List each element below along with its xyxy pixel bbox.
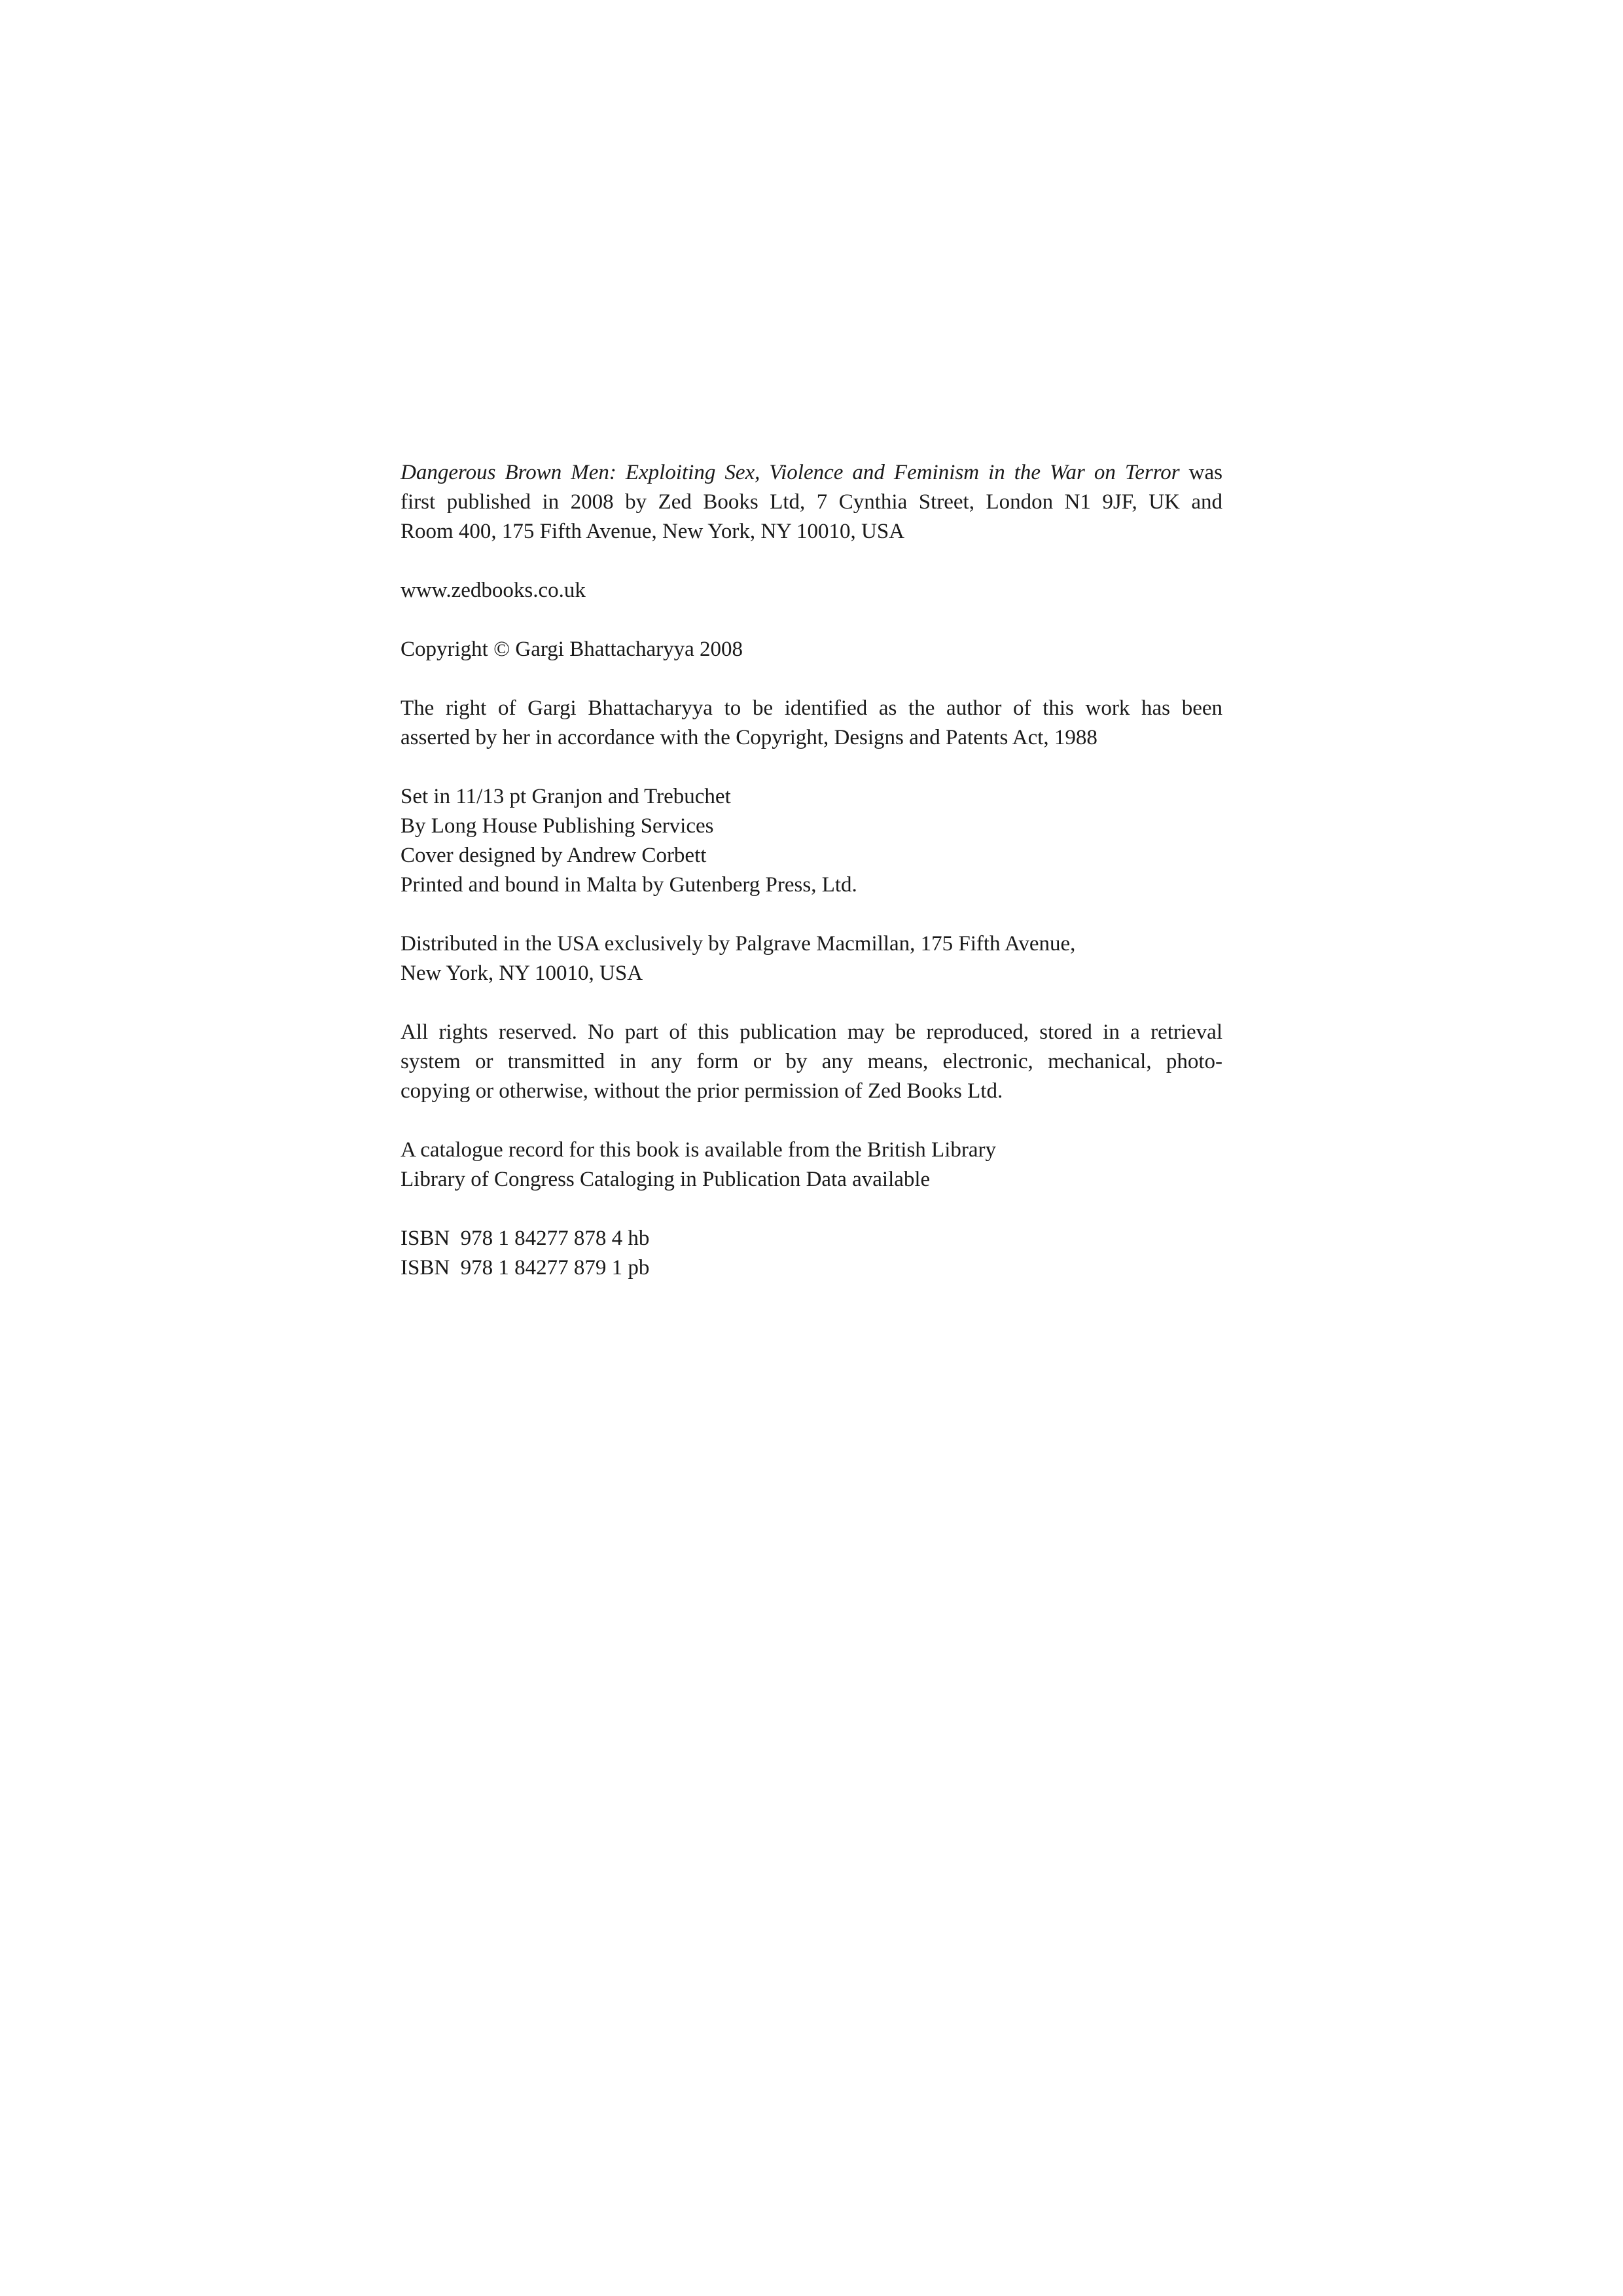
catalogue-line-1: A catalogue record for this book is available from the British Library — [401, 1138, 996, 1162]
copyright-notice: Copyright © Gargi Bhattacharyya 2008 — [401, 637, 743, 661]
publication-paragraph — [401, 458, 1222, 547]
moral-rights-paragraph — [401, 694, 1222, 753]
cover-designer-line: Cover designed by Andrew Corbett — [401, 844, 707, 867]
production-paragraph — [401, 782, 1222, 900]
rights-reserved-line-1: All rights reserved. No part of this publication may be reproduced, stored in a retrieval — [401, 1020, 1222, 1044]
publication-line-1-tail: was — [1179, 461, 1222, 484]
distribution-line-2: New York, NY 10010, USA — [401, 961, 643, 985]
book-title: Dangerous Brown Men: Exploiting Sex, Violence and Feminism in the War on Terror — [401, 461, 1180, 484]
rights-reserved-paragraph — [401, 1018, 1222, 1106]
website-paragraph — [401, 576, 1222, 605]
copyright-paragraph — [401, 635, 1222, 664]
publication-line-2: first published in 2008 by Zed Books Ltd, 7 Cynthia Street, London N1 9JF, UK and — [401, 490, 1222, 514]
isbn-paragraph — [401, 1224, 1222, 1283]
website-url: www.zedbooks.co.uk — [401, 579, 586, 602]
rights-reserved-line-2: system or transmitted in any form or by any means, electronic, mechanical, photo- — [401, 1050, 1222, 1073]
typesetter-line: By Long House Publishing Services — [401, 814, 714, 838]
publication-line-1 — [401, 458, 1222, 488]
printer-line: Printed and bound in Malta by Gutenberg Press, Ltd. — [401, 873, 857, 897]
publication-line-3: Room 400, 175 Fifth Avenue, New York, NY 10010, USA — [401, 520, 905, 543]
catalogue-line-2: Library of Congress Cataloging in Publication Data available — [401, 1168, 931, 1191]
catalogue-paragraph — [401, 1136, 1222, 1194]
isbn-hardback: ISBN 978 1 84277 878 4 hb — [401, 1227, 650, 1250]
typeset-line: Set in 11/13 pt Granjon and Trebuchet — [401, 785, 731, 808]
moral-rights-line-2: asserted by her in accordance with the Copyright, Designs and Patents Act, 1988 — [401, 726, 1097, 749]
rights-reserved-line-3: copying or otherwise, without the prior permission of Zed Books Ltd. — [401, 1079, 1003, 1103]
isbn-paperback: ISBN 978 1 84277 879 1 pb — [401, 1256, 650, 1280]
moral-rights-line-1: The right of Gargi Bhattacharyya to be identified as the author of this work has been — [401, 696, 1222, 720]
distribution-line-1: Distributed in the USA exclusively by Palgrave Macmillan, 175 Fifth Avenue, — [401, 932, 1076, 956]
distribution-paragraph — [401, 929, 1222, 988]
imprint-block — [401, 458, 1222, 1312]
